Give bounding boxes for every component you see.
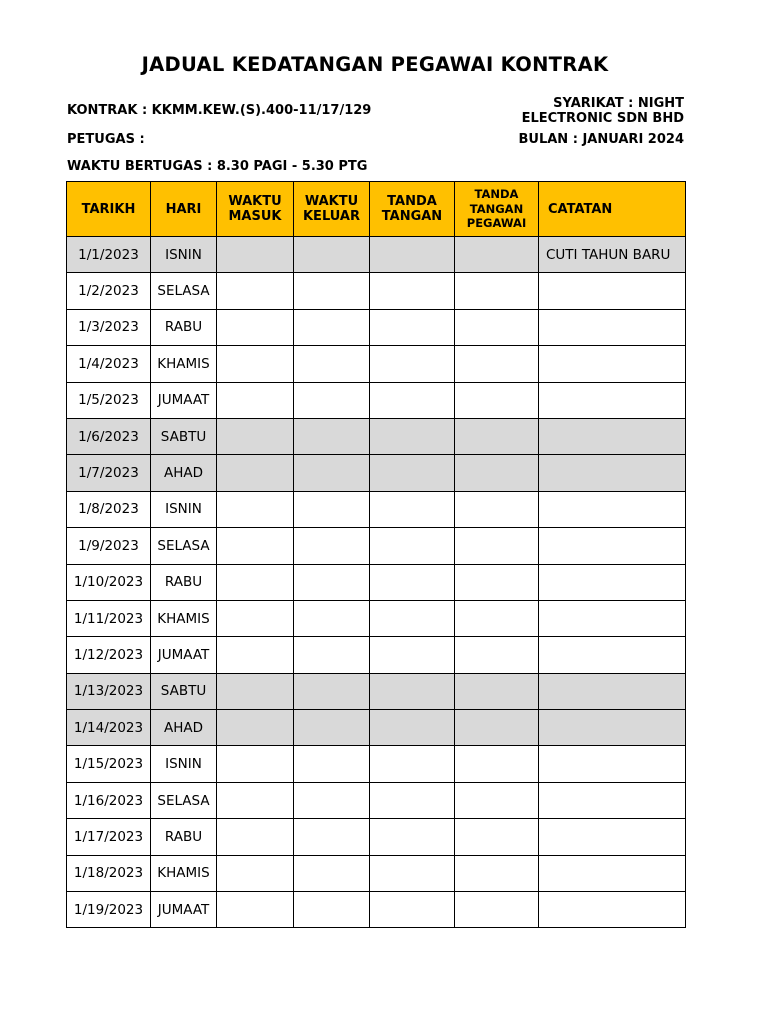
- day-cell: RABU: [151, 564, 217, 600]
- staff-signature-cell[interactable]: [455, 819, 539, 855]
- date-cell: 1/5/2023: [67, 382, 151, 418]
- day-cell: ISNIN: [151, 237, 217, 273]
- notes-cell[interactable]: [539, 382, 686, 418]
- time-in-cell[interactable]: [217, 491, 294, 527]
- signature-cell[interactable]: [370, 600, 455, 636]
- day-cell: SABTU: [151, 673, 217, 709]
- time-out-cell[interactable]: [294, 637, 370, 673]
- staff-signature-cell[interactable]: [455, 273, 539, 309]
- time-in-cell[interactable]: [217, 892, 294, 928]
- time-in-cell[interactable]: [217, 346, 294, 382]
- date-cell: 1/4/2023: [67, 346, 151, 382]
- date-cell: 1/12/2023: [67, 637, 151, 673]
- time-in-cell[interactable]: [217, 600, 294, 636]
- staff-signature-cell[interactable]: [455, 600, 539, 636]
- contract-number: KONTRAK : KKMM.KEW.(S).400-11/17/129: [67, 103, 372, 118]
- table-header-row: [67, 182, 686, 237]
- time-out-cell[interactable]: [294, 855, 370, 891]
- time-in-cell[interactable]: [217, 746, 294, 782]
- notes-cell[interactable]: [539, 855, 686, 891]
- date-cell: 1/10/2023: [67, 564, 151, 600]
- notes-cell[interactable]: [539, 418, 686, 454]
- signature-cell[interactable]: [370, 746, 455, 782]
- header-signature: TANDA TANGAN: [370, 182, 455, 237]
- table-row: [67, 564, 686, 600]
- document-title: JADUAL KEDATANGAN PEGAWAI KONTRAK: [141, 53, 609, 76]
- header-time-in: WAKTU MASUK: [217, 182, 294, 237]
- staff-signature-cell[interactable]: [455, 455, 539, 491]
- staff-signature-cell[interactable]: [455, 491, 539, 527]
- staff-signature-cell[interactable]: [455, 418, 539, 454]
- time-out-cell[interactable]: [294, 309, 370, 345]
- date-cell: 1/14/2023: [67, 710, 151, 746]
- time-out-cell[interactable]: [294, 600, 370, 636]
- date-cell: 1/13/2023: [67, 673, 151, 709]
- header-staff-signature: TANDA TANGAN PEGAWAI: [455, 182, 539, 237]
- date-cell: 1/7/2023: [67, 455, 151, 491]
- date-cell: 1/16/2023: [67, 782, 151, 818]
- staff-signature-cell[interactable]: [455, 855, 539, 891]
- day-cell: SELASA: [151, 273, 217, 309]
- officer-label: PETUGAS :: [67, 132, 145, 147]
- date-cell: 1/8/2023: [67, 491, 151, 527]
- signature-cell[interactable]: [370, 782, 455, 818]
- table-row: [67, 782, 686, 818]
- signature-cell[interactable]: [370, 455, 455, 491]
- table-row: [67, 382, 686, 418]
- time-out-cell[interactable]: [294, 819, 370, 855]
- signature-cell[interactable]: [370, 892, 455, 928]
- time-out-cell[interactable]: [294, 564, 370, 600]
- notes-cell[interactable]: [539, 455, 686, 491]
- table-row: [67, 600, 686, 636]
- table-row: [67, 819, 686, 855]
- staff-signature-cell[interactable]: [455, 673, 539, 709]
- time-in-cell[interactable]: [217, 309, 294, 345]
- time-in-cell[interactable]: [217, 382, 294, 418]
- signature-cell[interactable]: [370, 309, 455, 345]
- time-in-cell[interactable]: [217, 564, 294, 600]
- signature-cell[interactable]: [370, 491, 455, 527]
- staff-signature-cell[interactable]: [455, 782, 539, 818]
- time-out-cell[interactable]: [294, 673, 370, 709]
- signature-cell[interactable]: [370, 382, 455, 418]
- date-cell: 1/15/2023: [67, 746, 151, 782]
- header-notes: CATATAN: [539, 182, 686, 237]
- notes-cell[interactable]: [539, 491, 686, 527]
- signature-cell[interactable]: [370, 710, 455, 746]
- time-out-cell[interactable]: [294, 782, 370, 818]
- date-cell: 1/9/2023: [67, 528, 151, 564]
- day-cell: KHAMIS: [151, 855, 217, 891]
- day-cell: RABU: [151, 819, 217, 855]
- date-cell: 1/11/2023: [67, 600, 151, 636]
- notes-cell[interactable]: [539, 309, 686, 345]
- signature-cell[interactable]: [370, 564, 455, 600]
- table-row: [67, 418, 686, 454]
- day-cell: ISNIN: [151, 491, 217, 527]
- day-cell: JUMAAT: [151, 382, 217, 418]
- staff-signature-cell[interactable]: [455, 382, 539, 418]
- notes-cell[interactable]: [539, 528, 686, 564]
- time-out-cell[interactable]: [294, 382, 370, 418]
- header-time-out: WAKTU KELUAR: [294, 182, 370, 237]
- signature-cell[interactable]: [370, 637, 455, 673]
- time-in-cell[interactable]: [217, 855, 294, 891]
- table-row: [67, 455, 686, 491]
- time-in-cell[interactable]: [217, 710, 294, 746]
- table-row: [67, 855, 686, 891]
- table-row: [67, 746, 686, 782]
- day-cell: RABU: [151, 309, 217, 345]
- day-cell: SELASA: [151, 782, 217, 818]
- staff-signature-cell[interactable]: [455, 892, 539, 928]
- notes-cell[interactable]: [539, 819, 686, 855]
- date-cell: 1/1/2023: [67, 237, 151, 273]
- date-cell: 1/17/2023: [67, 819, 151, 855]
- table-row: [67, 237, 686, 273]
- company-block: [522, 96, 684, 126]
- header-date: TARIKH: [67, 182, 151, 237]
- time-in-cell[interactable]: [217, 418, 294, 454]
- signature-cell[interactable]: [370, 273, 455, 309]
- table-row: [67, 309, 686, 345]
- day-cell: AHAD: [151, 455, 217, 491]
- time-out-cell[interactable]: [294, 528, 370, 564]
- day-cell: KHAMIS: [151, 600, 217, 636]
- time-out-cell[interactable]: [294, 418, 370, 454]
- notes-cell[interactable]: [539, 782, 686, 818]
- notes-cell[interactable]: [539, 564, 686, 600]
- notes-cell[interactable]: [539, 637, 686, 673]
- time-out-cell[interactable]: [294, 710, 370, 746]
- time-in-cell[interactable]: [217, 673, 294, 709]
- signature-cell[interactable]: [370, 528, 455, 564]
- staff-signature-cell[interactable]: [455, 564, 539, 600]
- time-in-cell[interactable]: [217, 637, 294, 673]
- day-cell: ISNIN: [151, 746, 217, 782]
- time-in-cell[interactable]: [217, 273, 294, 309]
- time-out-cell[interactable]: [294, 491, 370, 527]
- day-cell: AHAD: [151, 710, 217, 746]
- time-in-cell[interactable]: [217, 455, 294, 491]
- date-cell: 1/3/2023: [67, 309, 151, 345]
- notes-cell[interactable]: [539, 746, 686, 782]
- staff-signature-cell[interactable]: [455, 346, 539, 382]
- day-cell: SABTU: [151, 418, 217, 454]
- time-out-cell[interactable]: [294, 237, 370, 273]
- notes-cell[interactable]: [539, 710, 686, 746]
- day-cell: KHAMIS: [151, 346, 217, 382]
- signature-cell[interactable]: [370, 237, 455, 273]
- date-cell: 1/19/2023: [67, 892, 151, 928]
- time-out-cell[interactable]: [294, 273, 370, 309]
- company-line-2: ELECTRONIC SDN BHD: [521, 111, 684, 126]
- time-in-cell[interactable]: [217, 528, 294, 564]
- notes-cell[interactable]: [539, 600, 686, 636]
- notes-cell[interactable]: [539, 346, 686, 382]
- table-row: [67, 673, 686, 709]
- time-out-cell[interactable]: [294, 892, 370, 928]
- date-cell: 1/2/2023: [67, 273, 151, 309]
- notes-cell[interactable]: [539, 892, 686, 928]
- time-in-cell[interactable]: [217, 819, 294, 855]
- table-row: [67, 710, 686, 746]
- working-hours: WAKTU BERTUGAS : 8.30 PAGI - 5.30 PTG: [67, 159, 368, 174]
- time-in-cell[interactable]: [217, 782, 294, 818]
- notes-cell[interactable]: CUTI TAHUN BARU: [539, 237, 686, 273]
- table-row: [67, 637, 686, 673]
- time-out-cell[interactable]: [294, 746, 370, 782]
- attendance-body: [67, 237, 686, 928]
- time-in-cell[interactable]: [217, 237, 294, 273]
- staff-signature-cell[interactable]: [455, 309, 539, 345]
- signature-cell[interactable]: [370, 855, 455, 891]
- table-row: [67, 491, 686, 527]
- table-row: [67, 273, 686, 309]
- signature-cell[interactable]: [370, 819, 455, 855]
- table-row: [67, 528, 686, 564]
- header-day: HARI: [151, 182, 217, 237]
- day-cell: SELASA: [151, 528, 217, 564]
- signature-cell[interactable]: [370, 673, 455, 709]
- company-line-1: SYARIKAT : NIGHT: [553, 96, 684, 111]
- notes-cell[interactable]: [539, 273, 686, 309]
- day-cell: JUMAAT: [151, 892, 217, 928]
- staff-signature-cell[interactable]: [455, 637, 539, 673]
- staff-signature-cell[interactable]: [455, 746, 539, 782]
- date-cell: 1/6/2023: [67, 418, 151, 454]
- table-row: [67, 892, 686, 928]
- notes-cell[interactable]: [539, 673, 686, 709]
- month-label: BULAN : JANUARI 2024: [518, 132, 684, 147]
- signature-cell[interactable]: [370, 418, 455, 454]
- time-out-cell[interactable]: [294, 455, 370, 491]
- day-cell: JUMAAT: [151, 637, 217, 673]
- table-row: [67, 346, 686, 382]
- signature-cell[interactable]: [370, 346, 455, 382]
- date-cell: 1/18/2023: [67, 855, 151, 891]
- staff-signature-cell[interactable]: [455, 528, 539, 564]
- staff-signature-cell[interactable]: [455, 710, 539, 746]
- attendance-table: [66, 181, 686, 928]
- staff-signature-cell[interactable]: [455, 237, 539, 273]
- time-out-cell[interactable]: [294, 346, 370, 382]
